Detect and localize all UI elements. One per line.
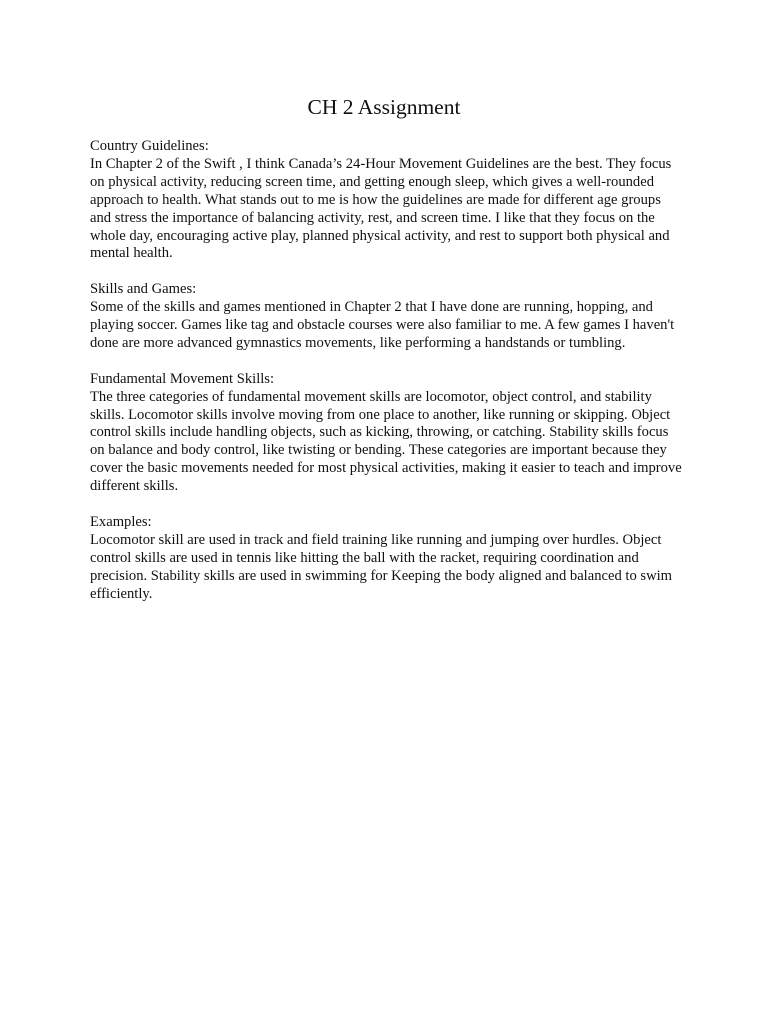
section-country-guidelines <box>90 138 682 263</box>
section-paragraph: The three categories of fundamental movement skills are locomotor, object control, and stability skills. Locomotor skills involve moving from one place to another, like running or skipping. Object control skills include handling objects, such as kicking, throwing, or catching. Stability skills focus on balance and body control, like twisting or bending. These categories are important because they cover the basic movements needed for most physical activities, making it easier to teach and improve different skills. <box>90 388 682 495</box>
section-paragraph: Some of the skills and games mentioned in Chapter 2 that I have done are running, hopping, and playing soccer. Games like tag and obstacle courses were also familiar to me. A few games I haven't done are more advanced gymnastics movements, like performing a handstands or tumbling. <box>90 299 675 351</box>
section-examples <box>90 514 682 604</box>
section-paragraph: Locomotor skill are used in track and field training like running and jumping over hurdles. Object control skills are used in tennis like hitting the ball with the racket, requiring coordination and precision. Stability skills are used in swimming for Keeping the body aligned and balanced to swim efficiently. <box>90 531 673 602</box>
section-heading: Country Guidelines: <box>90 138 209 154</box>
document-body <box>90 138 682 621</box>
document-title: CH 2 Assignment <box>307 95 461 119</box>
section-fundamental-movement-skills <box>90 371 682 496</box>
section-paragraph: In Chapter 2 of the Swift , I think Canada’s 24-Hour Movement Guidelines are the best. They focus on physical activity, reducing screen time, and getting enough sleep, which gives a well-rounded approach to health. What stands out to me is how the guidelines are made for different age groups and stress the importance of balancing activity, rest, and screen time. I like that they focus on the whole day, encouraging active play, planned physical activity, and rest to support both physical and mental health. <box>90 155 672 262</box>
section-heading: Skills and Games: <box>90 281 197 298</box>
section-heading: Fundamental Movement Skills: <box>90 370 275 387</box>
section-heading: Examples: <box>90 513 152 530</box>
section-skills-and-games <box>90 281 682 353</box>
